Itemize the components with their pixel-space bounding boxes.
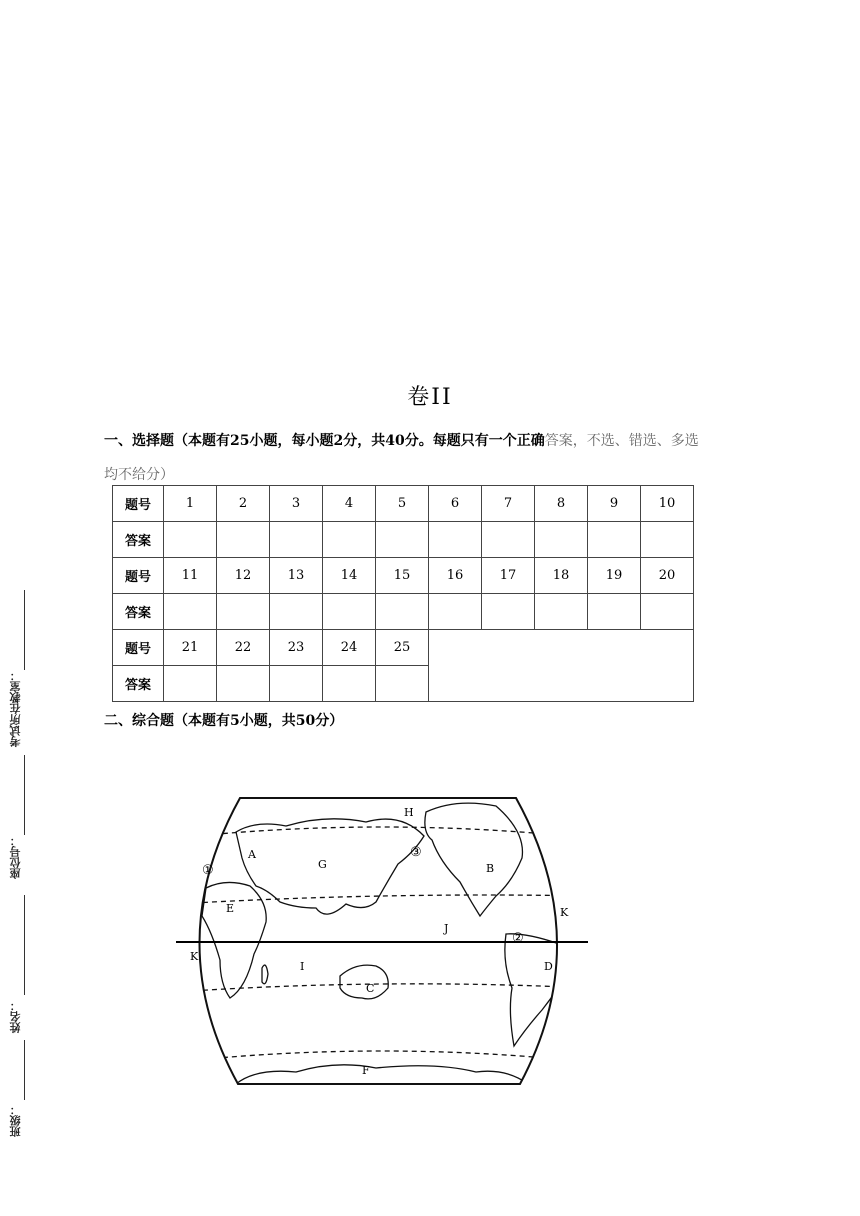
question-number: 1 (164, 486, 217, 522)
section-2-heading: 二、综合题（本题有5小题，共50分） (104, 713, 344, 729)
table-row (113, 594, 694, 630)
answer-cell[interactable] (323, 666, 376, 702)
table-row (113, 630, 694, 666)
question-number: 5 (376, 486, 429, 522)
page-title: 卷II (407, 385, 453, 410)
label-e: E (226, 902, 235, 915)
marker-1: ① (202, 863, 214, 878)
label-b: B (486, 862, 495, 875)
answer-cell[interactable] (164, 594, 217, 630)
question-number: 4 (323, 486, 376, 522)
answer-cell[interactable] (270, 522, 323, 558)
marker-3: ③ (410, 845, 422, 860)
label-k-right: K (560, 906, 569, 919)
answer-cell[interactable] (323, 522, 376, 558)
question-number: 11 (164, 558, 217, 594)
question-number: 10 (641, 486, 694, 522)
header-label: 题号 (113, 630, 164, 666)
answer-cell[interactable] (641, 522, 694, 558)
answer-cell[interactable] (217, 522, 270, 558)
question-number: 15 (376, 558, 429, 594)
header-label: 题号 (113, 486, 164, 522)
answer-cell[interactable] (588, 594, 641, 630)
label-g: G (318, 858, 327, 871)
answer-cell[interactable] (535, 522, 588, 558)
answer-cell[interactable] (323, 594, 376, 630)
class-label: 班级： (9, 1104, 22, 1137)
answer-cell[interactable] (429, 522, 482, 558)
label-d: D (544, 960, 553, 973)
question-number: 9 (588, 486, 641, 522)
question-number: 21 (164, 630, 217, 666)
question-number: 7 (482, 486, 535, 522)
question-number: 8 (535, 486, 588, 522)
name-label: 姓名： (9, 1000, 22, 1033)
table-row (113, 522, 694, 558)
answer-cell[interactable] (376, 522, 429, 558)
section-1-text-gray: 答案，不选、错选、多选 (544, 433, 699, 449)
question-number: 23 (270, 630, 323, 666)
answer-table (112, 485, 694, 702)
section-1-instructions (104, 424, 784, 492)
answer-cell[interactable] (482, 594, 535, 630)
table-row (113, 558, 694, 594)
label-k-left: K (190, 950, 199, 963)
empty-merged-cell (429, 630, 694, 702)
answer-cell[interactable] (164, 666, 217, 702)
question-number: 13 (270, 558, 323, 594)
question-number: 20 (641, 558, 694, 594)
binding-line (24, 590, 25, 670)
binding-line (24, 755, 25, 835)
binding-line (24, 895, 25, 995)
answer-label: 答案 (113, 522, 164, 558)
question-number: 2 (217, 486, 270, 522)
binding-line (24, 1040, 25, 1100)
header-label: 题号 (113, 558, 164, 594)
label-i: I (300, 960, 305, 973)
label-c: C (366, 982, 375, 995)
question-number: 22 (217, 630, 270, 666)
section-1-text-bold: 一、选择题（本题有25小题，每小题2分，共40分。每题只有一个正确 (104, 433, 545, 449)
answer-cell[interactable] (482, 522, 535, 558)
answer-cell[interactable] (270, 666, 323, 702)
label-f: F (362, 1064, 370, 1077)
answer-cell[interactable] (588, 522, 641, 558)
table-row (113, 486, 694, 522)
question-number: 17 (482, 558, 535, 594)
answer-label: 答案 (113, 666, 164, 702)
answer-cell[interactable] (164, 522, 217, 558)
question-number: 25 (376, 630, 429, 666)
answer-label: 答案 (113, 594, 164, 630)
label-j: J (444, 922, 449, 935)
question-number: 12 (217, 558, 270, 594)
question-number: 16 (429, 558, 482, 594)
question-number: 19 (588, 558, 641, 594)
answer-cell[interactable] (376, 666, 429, 702)
label-h: H (404, 806, 414, 819)
answer-cell[interactable] (429, 594, 482, 630)
answer-cell[interactable] (270, 594, 323, 630)
section-1-text-line2: 均不给分） (104, 467, 174, 483)
question-number: 14 (323, 558, 376, 594)
world-map (176, 792, 588, 1090)
question-number: 6 (429, 486, 482, 522)
answer-cell[interactable] (217, 666, 270, 702)
marker-2: ② (512, 931, 524, 946)
answer-cell[interactable] (376, 594, 429, 630)
question-number: 24 (323, 630, 376, 666)
label-a: A (248, 848, 256, 861)
exam-room-label: 考试所在教室： (9, 670, 22, 747)
answer-cell[interactable] (217, 594, 270, 630)
seat-number-label: 座位号： (9, 835, 22, 879)
question-number: 3 (270, 486, 323, 522)
question-number: 18 (535, 558, 588, 594)
answer-cell[interactable] (641, 594, 694, 630)
answer-cell[interactable] (535, 594, 588, 630)
